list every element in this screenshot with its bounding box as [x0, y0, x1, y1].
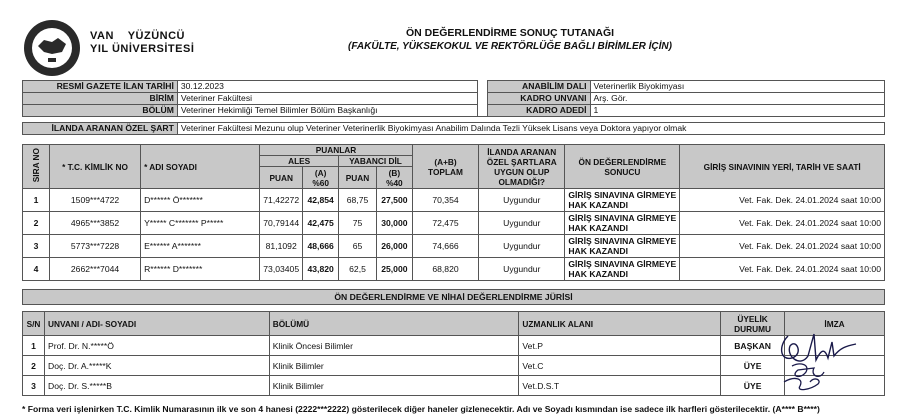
- col-bolum: BÖLÜMÜ: [269, 312, 519, 336]
- cell-tc: 4965***3852: [50, 212, 141, 235]
- table-row: [23, 356, 885, 376]
- col-ales: ALES: [260, 156, 339, 167]
- cell-uygun: Uygundur: [479, 212, 565, 235]
- adet-value: 1: [590, 105, 885, 117]
- gazete-value: 30.12.2023: [177, 81, 477, 93]
- col-ales-pct: (A) %60: [303, 167, 339, 189]
- cell-imza: [785, 336, 885, 356]
- birim-value: Veteriner Fakültesi: [177, 93, 477, 105]
- cell-uygun: Uygundur: [479, 258, 565, 281]
- cell-uzmanlik: Vet.D.S.T: [519, 376, 721, 396]
- document-subtitle: (FAKÜLTE, YÜKSEKOKUL VE REKTÖRLÜĞE BAĞLI BİRİMLER İÇİN): [348, 41, 672, 52]
- unvan-value: Arş. Gör.: [590, 93, 885, 105]
- col-ad: * ADI SOYADI: [141, 145, 260, 189]
- col-sira: [23, 145, 50, 189]
- col-ales-puan: PUAN: [260, 167, 303, 189]
- cell-a: 42,854: [303, 189, 339, 212]
- col-yab-pct: (B) %40: [376, 167, 412, 189]
- jury-title: ÖN DEĞERLENDİRME VE NİHAİ DEĞERLENDİRME JÜRİSİ: [22, 289, 885, 305]
- col-uzmanlik: UZMANLIK ALANI: [519, 312, 721, 336]
- info-row: [23, 81, 885, 93]
- table-row: [23, 235, 885, 258]
- cell-sonuc: GİRİŞ SINAVINA GİRMEYE HAK KAZANDI: [565, 235, 680, 258]
- university-name-yuzuncu: YÜZÜNCÜ: [127, 30, 185, 42]
- cell-toplam: 68,820: [412, 258, 478, 281]
- birim-label: BİRİM: [23, 93, 178, 105]
- col-yabanci: YABANCI DİL: [339, 156, 413, 167]
- cell-yd: 68,75: [339, 189, 377, 212]
- cell-b: 25,000: [376, 258, 412, 281]
- cell-no: 1: [23, 189, 50, 212]
- header-row: [23, 312, 885, 336]
- cell-toplam: 70,354: [412, 189, 478, 212]
- table-row: [23, 258, 885, 281]
- cell-ales: 70,79144: [260, 212, 303, 235]
- col-ozel: İLANDA ARANAN ÖZEL ŞARTLARA UYGUN OLUP OLMADIĞI?: [479, 145, 565, 189]
- cell-ad: Y***** C******* P*****: [141, 212, 260, 235]
- anabilim-label: ANABİLİM DALI: [487, 81, 590, 93]
- info-gap: [477, 81, 487, 93]
- cell-a: 43,820: [303, 258, 339, 281]
- cell-yd: 75: [339, 212, 377, 235]
- university-name-line2: YIL ÜNİVERSİTESİ: [90, 43, 195, 55]
- cell-tc: 2662***7044: [50, 258, 141, 281]
- cell-uygun: Uygundur: [479, 189, 565, 212]
- cell-bolum: Klinik Bilimler: [269, 376, 519, 396]
- cell-yer: Vet. Fak. Dek. 24.01.2024 saat 10:00: [680, 189, 885, 212]
- cell-bolum: Klinik Bilimler: [269, 356, 519, 376]
- cell-uyelik: ÜYE: [721, 376, 785, 396]
- cell-ales: 81,1092: [260, 235, 303, 258]
- cell-sn: 2: [23, 356, 45, 376]
- cell-uzmanlik: Vet.C: [519, 356, 721, 376]
- cell-no: 2: [23, 212, 50, 235]
- ozel-label: İLANDA ARANAN ÖZEL ŞART: [23, 123, 178, 135]
- cell-yer: Vet. Fak. Dek. 24.01.2024 saat 10:00: [680, 212, 885, 235]
- cell-uygun: Uygundur: [479, 235, 565, 258]
- footnote: * Forma veri işlenirken T.C. Kimlik Numarasının ilk ve son 4 hanesi (2222***2222) gösterilecek diğer haneler gizlenecektir. Adı ve Soyadı kısmından ise sadece ilk harfleri gösterilecektir. (A**** B****): [22, 404, 820, 414]
- col-toplam: (A+B) TOPLAM: [412, 145, 478, 189]
- university-name-van: VAN: [90, 30, 114, 42]
- ozel-value: Veteriner Fakültesi Mezunu olup Veteriner Veterinerlik Biyokimyası Anabilim Dalında Tezli Yüksek Lisans veya Doktora yapıyor olmak: [177, 123, 884, 135]
- col-uyelik: ÜYELİK DURUMU: [721, 312, 785, 336]
- table-row: [23, 376, 885, 396]
- cell-ales: 73,03405: [260, 258, 303, 281]
- cell-b: 30,000: [376, 212, 412, 235]
- cell-unvan: Doç. Dr. A.*****K: [44, 356, 269, 376]
- cell-uzmanlik: Vet.P: [519, 336, 721, 356]
- cell-b: 26,000: [376, 235, 412, 258]
- cell-no: 4: [23, 258, 50, 281]
- cell-sn: 1: [23, 336, 45, 356]
- info-gap: [477, 105, 487, 117]
- cell-uyelik: BAŞKAN: [721, 336, 785, 356]
- col-giris: GİRİŞ SINAVININ YERİ, TARİH VE SAATİ: [680, 145, 885, 189]
- candidates-table: [22, 144, 885, 281]
- cell-yd: 65: [339, 235, 377, 258]
- cell-yer: Vet. Fak. Dek. 24.01.2024 saat 10:00: [680, 235, 885, 258]
- unvan-label: KADRO UNVANI: [487, 93, 590, 105]
- cell-sonuc: GİRİŞ SINAVINA GİRMEYE HAK KAZANDI: [565, 258, 680, 281]
- cell-ad: R****** D*******: [141, 258, 260, 281]
- table-row: [23, 189, 885, 212]
- anabilim-value: Veterinerlik Biyokimyası: [590, 81, 885, 93]
- cell-no: 3: [23, 235, 50, 258]
- cell-a: 48,666: [303, 235, 339, 258]
- table-row: [23, 336, 885, 356]
- cell-tc: 1509***4722: [50, 189, 141, 212]
- jury-table: [22, 311, 885, 396]
- info-gap: [477, 93, 487, 105]
- cell-sonuc: GİRİŞ SINAVINA GİRMEYE HAK KAZANDI: [565, 212, 680, 235]
- cell-unvan: Prof. Dr. N.*****Ö: [44, 336, 269, 356]
- cell-a: 42,475: [303, 212, 339, 235]
- bolum-value: Veteriner Hekimliği Temel Bilimler Bölüm Başkanlığı: [177, 105, 477, 117]
- col-sonuc: ÖN DEĞERLENDİRME SONUCU: [565, 145, 680, 189]
- cell-bolum: Klinik Öncesi Bilimler: [269, 336, 519, 356]
- cell-ales: 71,42272: [260, 189, 303, 212]
- col-tc: * T.C. KİMLİK NO: [50, 145, 141, 189]
- bolum-label: BÖLÜM: [23, 105, 178, 117]
- cell-imza: [785, 356, 885, 376]
- col-yab-puan: PUAN: [339, 167, 377, 189]
- cell-uyelik: ÜYE: [721, 356, 785, 376]
- info-row: [23, 93, 885, 105]
- announcement-info-table: [22, 80, 885, 135]
- col-sn: S/N: [23, 312, 45, 336]
- col-puanlar: PUANLAR: [260, 145, 413, 156]
- cell-ad: D****** Ö*******: [141, 189, 260, 212]
- cell-b: 27,500: [376, 189, 412, 212]
- cell-unvan: Doç. Dr. S.*****B: [44, 376, 269, 396]
- col-imza: İMZA: [785, 312, 885, 336]
- cell-toplam: 72,475: [412, 212, 478, 235]
- document-title: ÖN DEĞERLENDİRME SONUÇ TUTANAĞI: [405, 27, 615, 39]
- col-unvan: UNVANI / ADI- SOYADI: [44, 312, 269, 336]
- cell-tc: 5773***7228: [50, 235, 141, 258]
- cell-imza: [785, 376, 885, 396]
- cell-sonuc: GİRİŞ SINAVINA GİRMEYE HAK KAZANDI: [565, 189, 680, 212]
- adet-label: KADRO ADEDİ: [487, 105, 590, 117]
- table-row: [23, 212, 885, 235]
- cell-ad: E****** A*******: [141, 235, 260, 258]
- gazete-label: RESMİ GAZETE İLAN TARİHİ: [23, 81, 178, 93]
- cell-toplam: 74,666: [412, 235, 478, 258]
- cell-sn: 3: [23, 376, 45, 396]
- cell-yer: Vet. Fak. Dek. 24.01.2024 saat 10:00: [680, 258, 885, 281]
- cell-yd: 62,5: [339, 258, 377, 281]
- info-row: [23, 105, 885, 117]
- header-row: [23, 145, 885, 156]
- col-sira-label: SIRA NO: [31, 148, 41, 183]
- info-row: [23, 123, 885, 135]
